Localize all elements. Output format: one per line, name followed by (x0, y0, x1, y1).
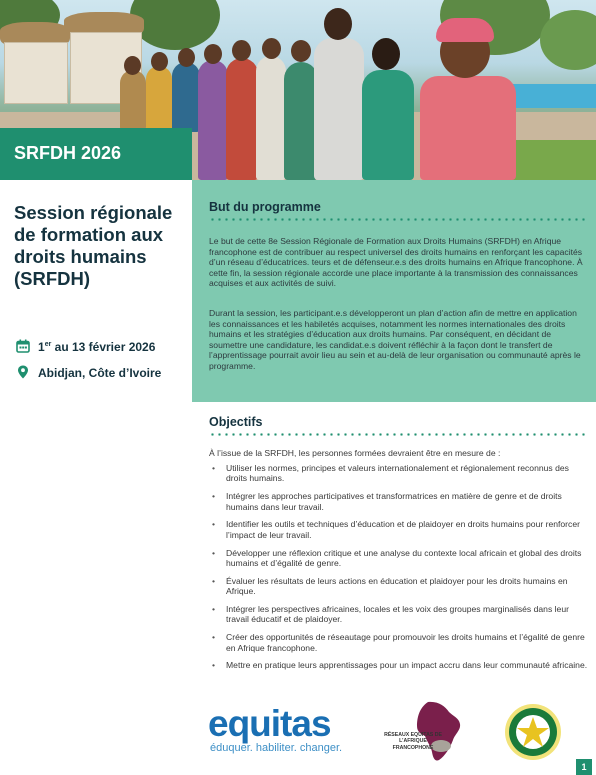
date-suffix: er (44, 341, 52, 348)
list-item: • Mettre en pratique leurs apprentissages pour un impact accru dans leur communauté africaine. (209, 660, 589, 670)
location-row (16, 365, 161, 380)
calendar-icon (16, 339, 30, 353)
program-paragraph-2: Durant la session, les participant.e.s développeront un plan d’action afin de mettre en application les connaissances et les habiletés acquises, notamment les normes internationales des droits humains et les stratégies d’éducation aux droits humains. Par conséquent, en décidant de soumettre une candidature, les candidat.e.s doivent réfléchir à la façon dont le transfert de l’apprentissage pourrait avoir lieu au sein et au-delà de leur organisation ou communauté après le programme. (209, 308, 581, 371)
program-tag-text: SRFDH 2026 (14, 143, 122, 163)
program-paragraph-1: Le but de cette 8e Session Régionale de Formation aux Droits Humains (SRFDH) en Afrique francophone est de contribuer au respect universel des droits humains en renforçant les capacités d’un réseau d’éducatrices. teurs et de défenseur.e.s des droits humains en Afrique francophone. À cette fin, la session régionale accorde une place importante à la transmission des connaissances acquises et aux activités de suivi. (209, 236, 583, 289)
africa-map-icon (383, 700, 465, 762)
seal-star-icon (504, 703, 562, 761)
content-column (192, 180, 596, 775)
equitas-logo: equitas (208, 703, 331, 744)
sidebar (0, 180, 192, 775)
date-row (16, 339, 155, 354)
list-item: • Créer des opportunités de réseautage pour promouvoir les droits humains et l’égalité de genre en Afrique francophone. (209, 632, 589, 653)
objectives-heading: Objectifs (209, 415, 263, 429)
location-text: Abidjan, Côte d’Ivoire (38, 366, 162, 380)
objectives-list (209, 463, 589, 678)
network-name: RÉSEAUX EQUITAS DE L’AFRIQUE FRANCOPHONE (384, 732, 442, 751)
list-item: • Intégrer les approches participatives et transformatrices en matière de genre et de droits humains dans leur travail. (209, 491, 589, 512)
list-item: • Évaluer les résultats de leurs actions en éducation et plaidoyer pour les droits humains en Afrique. (209, 576, 589, 597)
program-divider (209, 218, 587, 221)
objectives-divider (209, 433, 587, 436)
list-item: • Identifier les outils et techniques d’éducation et de plaidoyer en droits humains pour renforcer l’impact de leur travail. (209, 519, 589, 540)
page-title: Session régionale de formation aux droits humains (SRFDH) (14, 202, 173, 289)
list-item: • Développer une réflexion critique et une analyse du contexte local africain et global des droits humains et d’égalité de genre. (209, 548, 589, 569)
date-text: au 13 février 2026 (51, 340, 156, 354)
page-number: 1 (576, 759, 592, 775)
location-pin-icon (16, 365, 30, 379)
program-heading: But du programme (209, 200, 321, 214)
date-day: 1 (38, 340, 45, 354)
list-item: • Utiliser les normes, principes et valeurs internationalement et régionalement reconnus des droits humains. (209, 463, 589, 484)
equitas-tagline: éduquer. habiliter. changer. (210, 742, 343, 754)
program-tag (0, 128, 192, 180)
objectives-intro: À l’issue de la SRFDH, les personnes formées devraient être en mesure de : (209, 448, 501, 458)
list-item: • Intégrer les perspectives africaines, locales et les voix des groupes marginalisés dans leur travail éducatif et de plaidoyer. (209, 604, 589, 625)
